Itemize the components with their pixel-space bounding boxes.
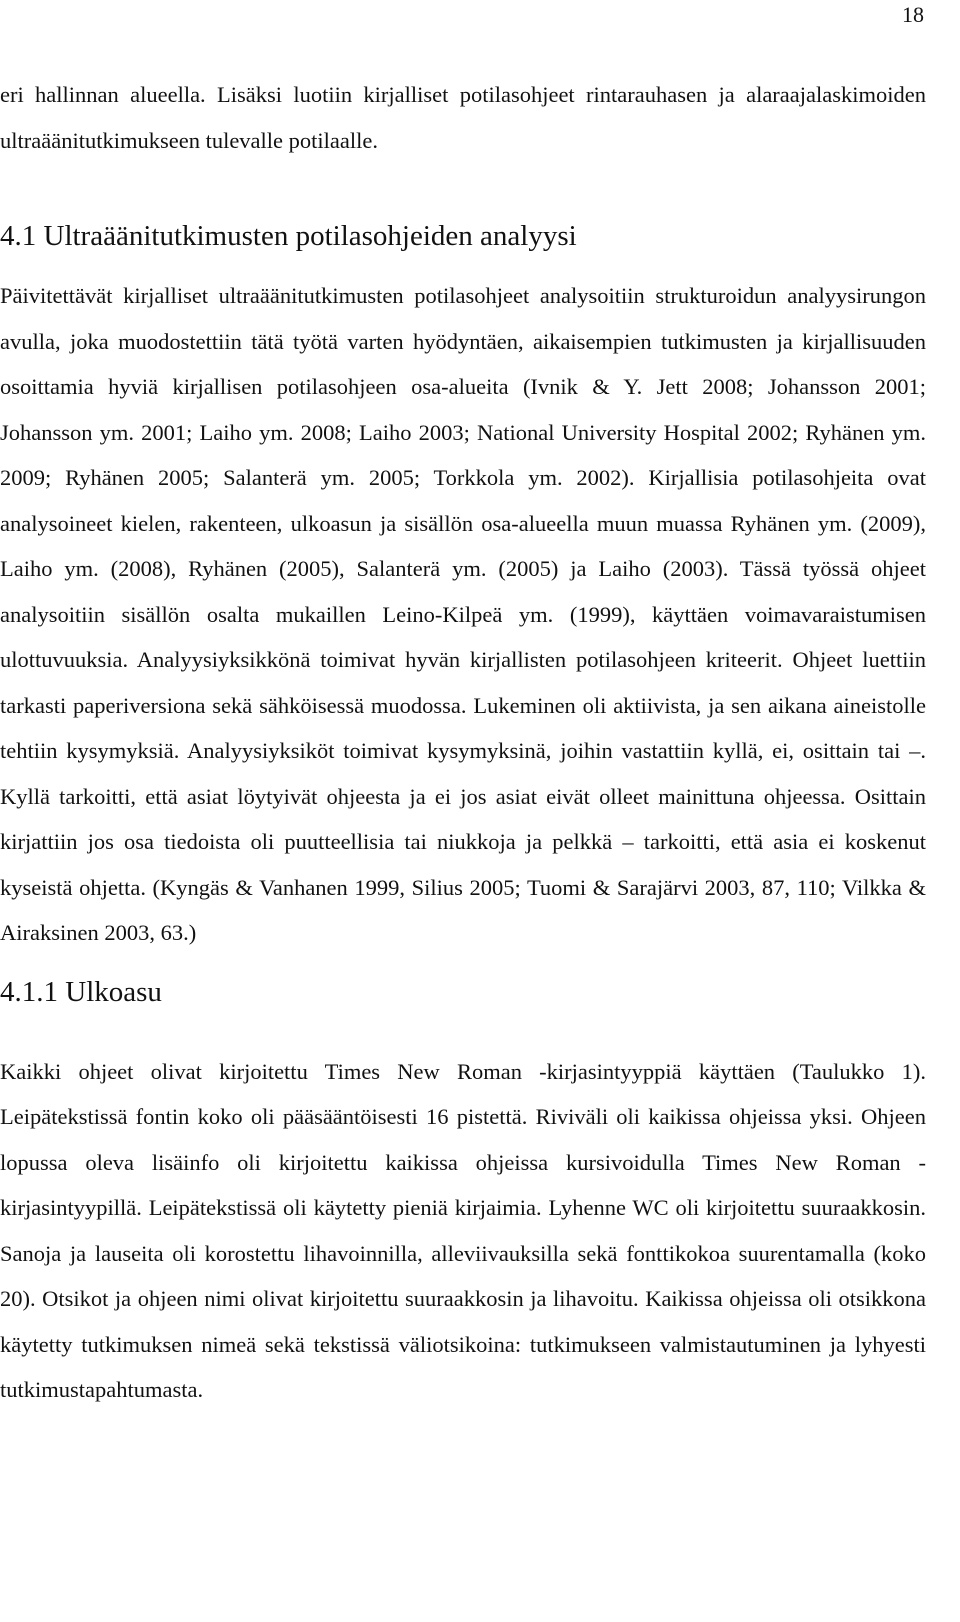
section-4-1-heading: 4.1 Ultraäänitutkimusten potilasohjeiden analyysi — [0, 220, 577, 252]
section-4-1-paragraph: Päivitettävät kirjalliset ultraäänitutkimusten potilasohjeet analysoitiin strukturoidun analyysirungon avulla, joka muodostettiin tätä työtä varten hyödyntäen, aikaisempien tutkimusten ja kirjallisuuden osoittamia hyviä kirjallisen potilasohjeen osa-alueita (Ivnik & Y. Jett 2008; Johansson 2001; Johansson ym. 2001; Laiho ym. 2008; Laiho 2003; National University Hospital 2002; Ryhänen ym. 2009; Ryhänen 2005; Salanterä ym. 2005; Torkkola ym. 2002). Kirjallisia potilasohjeita ovat analysoineet kielen, rakenteen, ulkoasun ja sisällön osa-alueella muun muassa Ryhänen ym. (2009), Laiho ym. (2008), Ryhänen (2005), Salanterä ym. (2005) ja Laiho (2003). Tässä työssä ohjeet analysoitiin sisällön osalta mukaillen Leino-Kilpeä ym. (1999), käyttäen voimavaraistumisen ulottuvuuksia. Analyysiyksikkönä toimivat hyvän kirjallisten potilasohjeen kriteerit. Ohjeet luettiin tarkasti paperiversiona sekä sähköisessä muodossa. Lukeminen oli aktiivista, ja sen aikana aineistolle tehtiin kysymyksiä. Analyysiyksiköt toimivat kysymyksinä, joihin vastattiin kyllä, ei, osittain tai –. Kyllä tarkoitti, että asiat löytyivät ohjeesta ja ei jos asiat eivät olleet mainittuna ohjeessa. Osittain kirjattiin jos osa tiedoista oli puutteellisia tai niukkoja ja pelkkä – tarkoitti, että asia ei koskenut kyseistä ohjetta. (Kyngäs & Vanhanen 1999, Silius 2005; Tuomi & Sarajärvi 2003, 87, 110; Vilkka & Airaksinen 2003, 63.) — [0, 283, 926, 945]
document-body — [0, 72, 926, 1413]
intro-paragraph: eri hallinnan alueella. Lisäksi luotiin kirjalliset potilasohjeet rintarauhasen ja alaraajalaskimoiden ultraäänitutkimukseen tulevalle potilaalle. — [0, 82, 926, 153]
page-number: 18 — [902, 2, 924, 27]
section-4-1-1-heading: 4.1.1 Ulkoasu — [0, 975, 162, 1008]
section-4-1-1-paragraph: Kaikki ohjeet olivat kirjoitettu Times New Roman -kirjasintyyppiä käyttäen (Taulukko 1). Leipätekstissä fontin koko oli pääsääntöisesti 16 pistettä. Riviväli oli kaikissa ohjeissa yksi. Ohjeen lopussa oleva lisäinfo oli kirjoitettu kaikissa ohjeissa kursivoidulla Times New Roman -kirjasintyypillä. Leipätekstissä oli käytetty pieniä kirjaimia. Lyhenne WC oli kirjoitettu suuraakkosin. Sanoja ja lauseita oli korostettu lihavoinnilla, alleviivauksilla sekä fonttikokoa suurentamalla (koko 20). Otsikot ja ohjeen nimi olivat kirjoitettu suuraakkosin ja lihavoitu. Kaikissa ohjeissa oli otsikkona käytetty tutkimuksen nimeä sekä tekstissä väliotsikoina: tutkimukseen valmistautuminen ja lyhyesti tutkimustapahtumasta. — [0, 1058, 926, 1402]
